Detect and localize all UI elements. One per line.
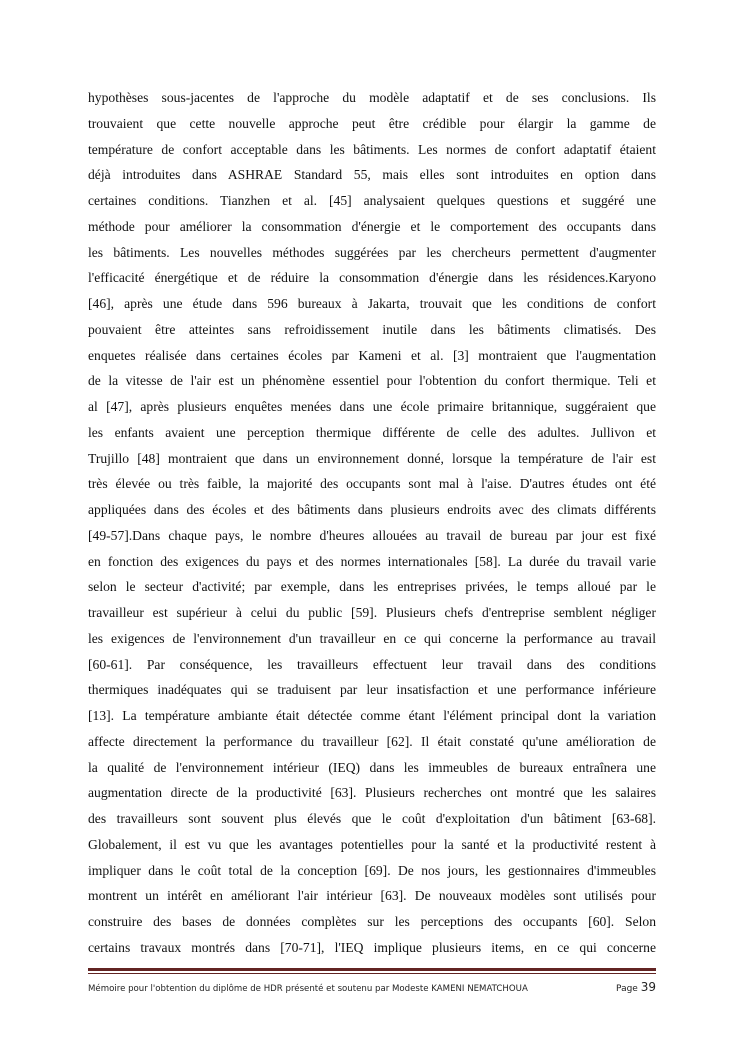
text-line: des travailleurs sont souvent plus élevés que le coût d'exploitation d'un bâtiment [63-68]. xyxy=(88,811,656,826)
page-number xyxy=(616,980,656,994)
text-line: pouvaient être atteintes sans refroidissement inutile dans les bâtiments climatisés. Des xyxy=(88,321,656,337)
text-line: les exigences de l'environnement d'un travailleur en ce qui concerne la performance au travail xyxy=(88,630,656,646)
text-line: trouvaient que cette nouvelle approche peut être crédible pour élargir la gamme de xyxy=(88,115,656,131)
text-line: al [47], après plusieurs enquêtes menées dans une école primaire britannique, suggéraient que xyxy=(88,399,656,414)
text-line: enquetes réalisée dans certaines écoles par Kameni et al. [3] montraient que l'augmentation xyxy=(88,347,656,363)
page-footer xyxy=(88,980,656,994)
text-line: affecte directement la performance du travailleur [62]. Il était constaté qu'une amélioration de xyxy=(88,733,656,749)
text-line: les bâtiments. Les nouvelles méthodes suggérées par les chercheurs permettent d'augmenter xyxy=(88,244,656,260)
text-line: de la vitesse de l'air est un phénomène essentiel pour l'obtention du confort thermique. Teli et xyxy=(88,373,656,389)
text-line: construire des bases de données complètes sur les perceptions des occupants [60]. Selon xyxy=(88,914,656,929)
text-line: certaines conditions. Tianzhen et al. [45] analysaient quelques questions et suggéré une xyxy=(88,193,656,208)
text-line: très élevée ou très faible, la majorité des occupants sont mal à l'aise. D'autres études ont été xyxy=(88,476,656,492)
text-line: travailleur est supérieur à celui du public [59]. Plusieurs chefs d'entreprise semblent négliger xyxy=(88,605,656,620)
footer-rule xyxy=(88,968,656,971)
text-line: la qualité de l'environnement intérieur (IEQ) dans les immeubles de bureaux entraînera une xyxy=(88,759,656,775)
text-line: appliquées dans des écoles et des bâtiments dans plusieurs endroits avec des climats différents xyxy=(88,502,656,517)
text-line: les enfants avaient une perception thermique différente de celle des adultes. Jullivon et xyxy=(88,424,656,440)
text-line: certains travaux montrés dans [70-71], l'IEQ implique plusieurs items, en ce qui concerne xyxy=(88,939,656,955)
text-line: Globalement, il est vu que les avantages potentielles pour la santé et la productivité restent à xyxy=(88,836,656,852)
body-text xyxy=(88,88,656,964)
footer-text: Mémoire pour l'obtention du diplôme de HDR présenté et soutenu par Modeste KAMENI NEMATCHOUA xyxy=(88,984,528,994)
page-number-value: 39 xyxy=(640,980,656,994)
text-line: déjà introduites dans ASHRAE Standard 55, mais elles sont introduites en option dans xyxy=(88,167,656,183)
page-label: Page xyxy=(616,984,638,994)
text-line: en fonction des exigences du pays et des normes internationales [58]. La durée du travail varie xyxy=(88,553,656,569)
text-line: méthode pour améliorer la consommation d'énergie et le comportement des occupants dans xyxy=(88,218,656,234)
text-line: Trujillo [48] montraient que dans un environnement donné, lorsque la température de l'air est xyxy=(88,450,656,466)
text-line: l'efficacité énergétique et de réduire la consommation d'énergie dans les résidences.Karyono xyxy=(88,270,656,286)
text-line: montrent un intérêt en améliorant l'air intérieur [63]. De nouveaux modèles sont utilisés pour xyxy=(88,888,656,904)
text-line: [13]. La température ambiante était détectée comme étant l'élément principal dont la variation xyxy=(88,708,656,723)
text-line: selon le secteur d'activité; par exemple, dans les entreprises privées, le temps alloué par le xyxy=(88,579,656,595)
text-line: température de confort acceptable dans les bâtiments. Les normes de confort adaptatif étaient xyxy=(88,141,656,157)
text-line: augmentation directe de la productivité [63]. Plusieurs recherches ont montré que les salaires xyxy=(88,785,656,801)
text-line: [49-57].Dans chaque pays, le nombre d'heures allouées au travail de bureau par jour est fixé xyxy=(88,527,656,543)
text-line: [60-61]. Par conséquence, les travailleurs effectuent leur travail dans des conditions xyxy=(88,656,656,672)
text-line: thermiques inadéquates qui se traduisent par leur insatisfaction et une performance inférieure xyxy=(88,682,656,698)
text-line: hypothèses sous-jacentes de l'approche du modèle adaptatif et de ses conclusions. Ils xyxy=(88,90,656,105)
text-line: impliquer dans le coût total de la conception [69]. De nos jours, les gestionnaires d'immeubles xyxy=(88,862,656,878)
footer-rule-thin xyxy=(88,973,656,974)
text-line: [46], après une étude dans 596 bureaux à Jakarta, trouvait que les conditions de confort xyxy=(88,296,656,311)
